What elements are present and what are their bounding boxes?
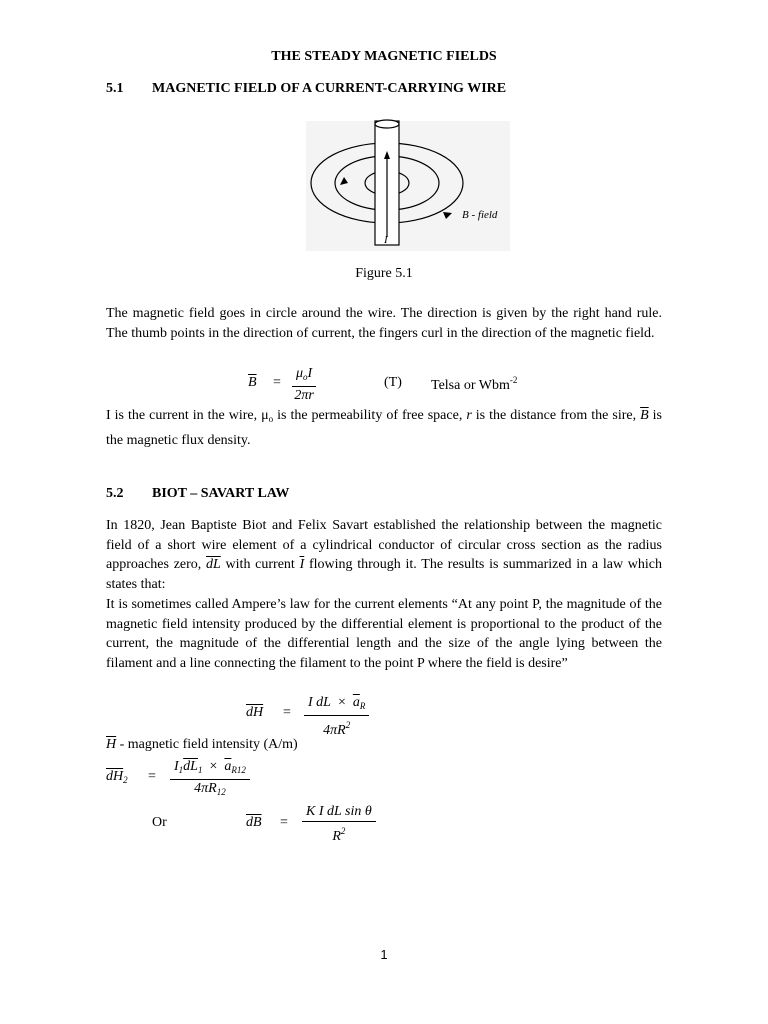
section-5-1-heading — [106, 81, 506, 97]
paragraph-symbol-definitions: I is the current in the wire, $\mu_o$ is the permeability of free space, r is the distance from the sire, $\overline{B}$ is the magnetic flux density. — [106, 408, 663, 448]
figure-caption: Figure 5.1 — [355, 266, 413, 281]
eq1-denominator: 2πr — [294, 388, 314, 403]
section-title: MAGNETIC FIELD OF A CURRENT-CARRYING WIRE — [152, 81, 507, 96]
eq1-lhs: $\overline{B}$ — [248, 375, 257, 390]
eq1-equals: = — [273, 375, 281, 390]
page-title: THE STEADY MAGNETIC FIELDS — [271, 49, 497, 64]
eq3-fraction: $\frac{I_1\overline{dL}_1 \times \overline{a}_{R12}}{4\pi R_{12}}$ — [170, 759, 250, 800]
section-title: BIOT – SAVART LAW — [152, 486, 290, 501]
h-definition: $\overline{H}$ - magnetic field intensity (A/m) — [106, 737, 298, 752]
current-label: I — [384, 234, 388, 246]
eq1-mu-sub: o — [303, 372, 308, 382]
eq2-lhs: $\overline{dH}$ — [246, 705, 264, 720]
equation-b-field — [246, 366, 576, 404]
equation-db — [150, 804, 390, 846]
eq2-fraction: $\frac{I dL \times \overline{a}_R}{4\pi R^2}$ — [304, 695, 369, 739]
paragraph-ampere-law: It is sometimes called Ampere’s law for the current elements “At any point P, the magnitude of the magnetic field intensity produced by the differential element is proportional to the product of the current, the magnitude of the differential length and the size of the angle lying between the filament and a line connecting the filament to the point P where the field is desire” — [106, 597, 662, 671]
section-number: 5.1 — [106, 81, 124, 96]
b-field-label: B - field — [462, 209, 498, 221]
equation-dh2 — [106, 759, 296, 801]
eq1-unit: (T) — [384, 375, 402, 390]
section-number: 5.2 — [106, 486, 124, 501]
eq1-fraction — [292, 366, 316, 404]
eq1-mu: μ — [296, 366, 304, 381]
eq1-current: I — [307, 366, 313, 381]
wire-top — [375, 120, 399, 128]
eq1-unit-name: Telsa or Wbm$^{-2}$ — [431, 375, 518, 393]
eq3-lhs: $\overline{dH}_2$ — [106, 769, 128, 785]
equation-dh — [246, 695, 426, 738]
figure-wire-magnetic-field — [300, 115, 520, 255]
eq4-or: Or — [152, 815, 167, 830]
eq2-equals: = — [283, 705, 291, 720]
eq4-equals: = — [280, 815, 288, 830]
eq4-lhs: $\overline{dB}$ — [246, 815, 262, 830]
page-number: 1 — [380, 947, 388, 962]
paragraph-biot-savart-history: In 1820, Jean Baptiste Biot and Felix Savart established the relationship between the magnetic field of a short wire element of a cylindrical conductor of circular cross section as the radius approaches zero, $\overline{dL}$ with current $\overline{I}$ flowing through it. The results is summarized in a law which states that: — [106, 518, 663, 592]
eq3-equals: = — [148, 769, 156, 784]
eq4-fraction: $\frac{\text{K I dL sin θ}}{R^2}$ — [302, 804, 376, 845]
paragraph-field-direction: The magnetic field goes in circle around the wire. The direction is given by the right hand rule. The thumb points in the direction of current, the fingers curl in the direction of the magnetic field. — [106, 306, 662, 341]
section-5-2-heading — [106, 486, 289, 502]
